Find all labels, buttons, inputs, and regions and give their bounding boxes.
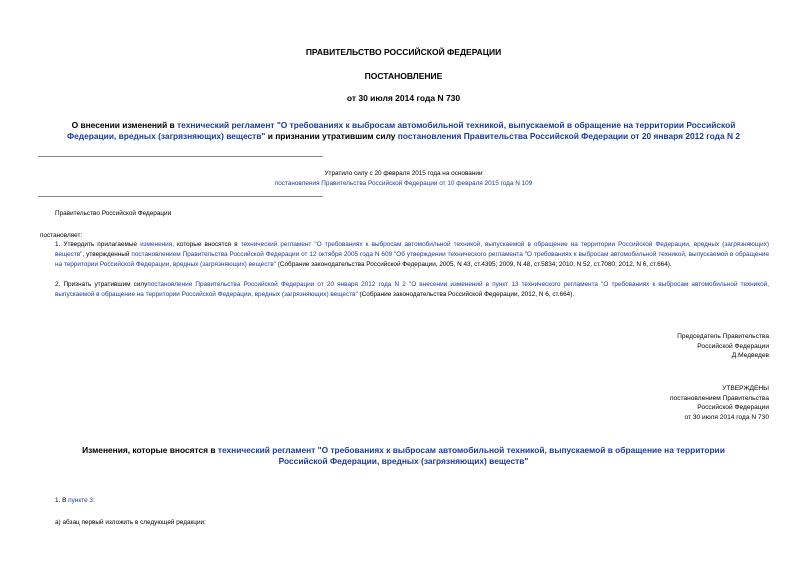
- p1-text-2: , которые вносятся в: [172, 241, 241, 248]
- approval-block: [670, 384, 769, 422]
- document-title: [50, 120, 757, 142]
- p1-text-3: , утвержденный: [82, 250, 132, 258]
- document-type: ПОСТАНОВЛЕНИЕ: [364, 71, 443, 81]
- repeal-notice: [0, 169, 807, 188]
- repeal-notice-text: Утратило силу с 20 февраля 2015 года на основании: [324, 170, 483, 177]
- resolution-609-link[interactable]: постановлением Правительства Российской Федерации от 12 октября 2005 года N 609 "Об утверждении технического регламента "О требованиях к выбросам автомобильной техникой, выпускаемой в обращение на территории Российской Федерации, вредных (загрязняющих) веществ": [55, 250, 769, 268]
- signature-country: Российской Федерации: [697, 342, 769, 350]
- approval-line-4: от 30 июля 2014 года N 730: [684, 413, 769, 421]
- approval-line-3: Российской Федерации: [697, 404, 769, 412]
- item-1-suffix: :: [92, 497, 95, 504]
- item-1-prefix: 1. В: [55, 497, 69, 504]
- document-date: от 30 июля 2014 года N 730: [346, 93, 461, 103]
- approval-line-2: постановлением Правительства: [669, 394, 769, 402]
- item-1-link[interactable]: пункте 3: [68, 497, 93, 504]
- item-a: а) абзац первый изложить в следующей редакции:: [55, 519, 206, 526]
- changes-heading: [60, 445, 747, 467]
- title-text-2: и признании утратившим силу: [265, 131, 398, 141]
- p1-text-4: (Собрание законодательства Российской Федерации, 2005, N 43, ст.4395; 2009, N 48, ст.5834; 2010, N 52, ст.7080; 2012, N 6, ст.664).: [275, 260, 672, 268]
- divider-top: [38, 156, 323, 157]
- approval-heading: УТВЕРЖДЕНЫ: [722, 385, 769, 392]
- government-intro: Правительство Российской Федерации: [55, 210, 172, 217]
- decides-label: постановляет:: [40, 232, 83, 239]
- signature-block: [677, 332, 769, 361]
- repeal-notice-link[interactable]: постановления Правительства Российской Федерации от 10 февраля 2015 года N 109: [274, 179, 533, 187]
- paragraph-1: [55, 240, 769, 269]
- p2-text-1: 2. Признать утратившим силу: [55, 281, 148, 288]
- changes-link[interactable]: изменения: [140, 241, 173, 248]
- government-name: ПРАВИТЕЛЬСТВО РОССИЙСКОЙ ФЕДЕРАЦИИ: [305, 47, 502, 57]
- divider-bottom: [38, 196, 323, 197]
- title-text-1: О внесении изменений в: [71, 120, 178, 130]
- resolution-2012-link-p2[interactable]: постановление Правительства Российской Федерации от 20 января 2012 года N 2 "О внесении изменений в пункт 13 технического регламента "О требованиях к выбросам автомобильной техникой, выпускаемой в обращение на территории Российской Федерации, вредных (загрязняющих) веществ": [55, 281, 769, 298]
- changes-regulation-link[interactable]: технический регламент "О требованиях к выбросам автомобильной техникой, выпускаемой в обращение на территории Российской Федерации, вредных (загрязняющих) веществ": [217, 445, 725, 466]
- changes-heading-text: Изменения, которые вносятся в: [82, 445, 218, 455]
- p2-text-2: (Собрание законодательства Российской Федерации, 2012, N 6, ст.664).: [357, 290, 575, 298]
- p1-text-1: 1. Утвердить прилагаемые: [55, 241, 141, 248]
- regulation-link-p1[interactable]: технический регламент "О требованиях к выбросам автомобильной техникой, выпускаемой в обращение на территории Российской Федерации, вредных (загрязняющих) веществ": [55, 241, 769, 258]
- item-1: [55, 496, 95, 506]
- paragraph-2: [55, 280, 769, 300]
- signature-name: Д.Медведев: [731, 352, 769, 360]
- signature-title: Председатель Правительства: [677, 333, 769, 340]
- resolution-2012-link[interactable]: постановления Правительства Российской Федерации от 20 января 2012 года N 2: [397, 131, 741, 141]
- regulation-link[interactable]: технический регламент "О требованиях к выбросам автомобильной техникой, выпускаемой в обращение на территории Российской Федерации, вредных (загрязняющих) веществ": [66, 120, 736, 141]
